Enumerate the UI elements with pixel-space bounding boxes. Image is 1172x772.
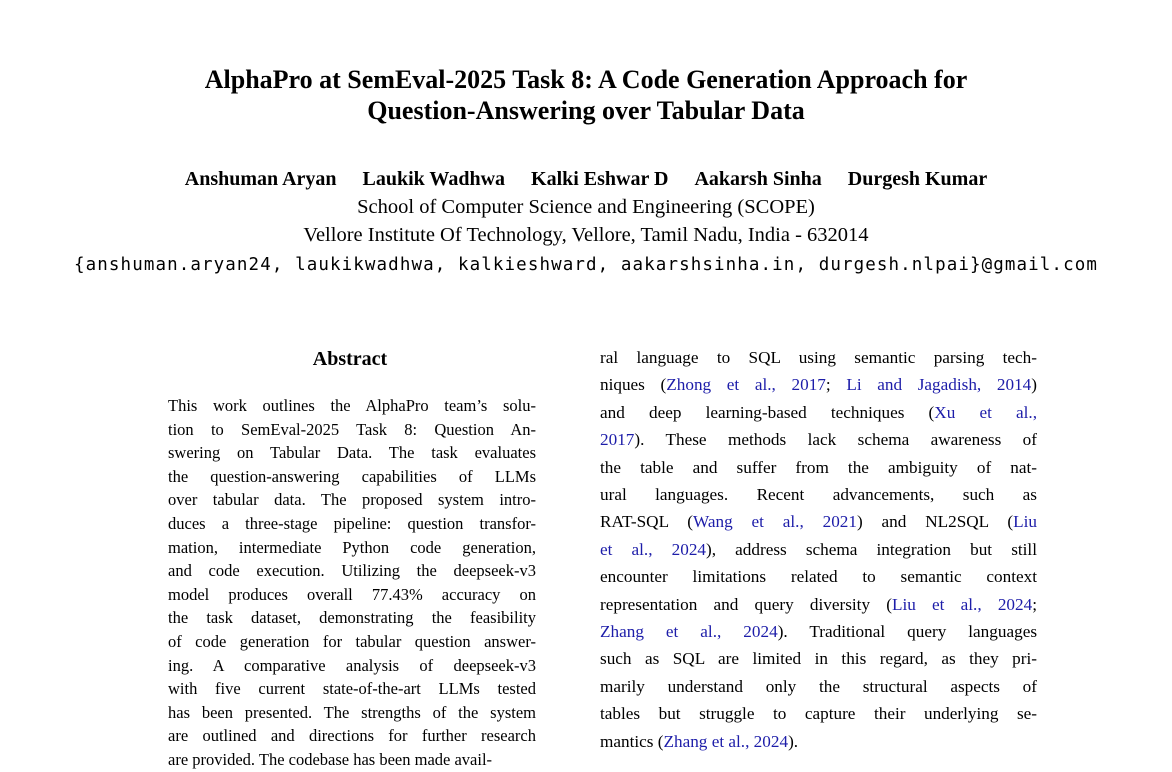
text-segment: ). [788,731,799,751]
abstract-line: the question-answering capabilities of LLMs [168,466,536,486]
citation-link[interactable]: et al., 2024 [600,539,707,559]
email-line: {anshuman.aryan24, laukikwadhwa, kalkieshward, aakarshsinha.in, durgesh.nlpai}@gmail.com [74,255,1098,275]
paper-title-line1: AlphaPro at SemEval-2025 Task 8: A Code Generation Approach for [204,65,968,94]
text-line [600,344,1037,371]
text-line [600,728,1037,755]
text-segment: and deep learning-based techniques ( [600,402,935,422]
citation-link[interactable]: Zhang et al., 2024 [663,731,789,751]
citation-link[interactable]: Liu [1013,512,1037,532]
abstract-line: over tabular data. The proposed system intro- [168,490,536,510]
paper-title-line2: Question-Answering over Tabular Data [367,96,805,125]
citation-link[interactable]: 2017 [600,430,635,450]
abstract-line: of code generation for tabular question answer- [168,631,536,651]
text-line [600,454,1037,481]
author-name: Durgesh Kumar [847,168,988,190]
abstract-line: ing. A comparative analysis of deepseek-v3 [168,655,536,675]
text-segment: ) [1031,375,1037,395]
abstract-line: with five current state-of-the-art LLMs tested [168,679,536,699]
affiliation-department: School of Computer Science and Engineering (SCOPE) [357,196,815,218]
abstract-line: mation, intermediate Python code generation, [168,537,536,557]
text-line [600,700,1037,727]
abstract-line: are outlined and directions for further research [168,726,536,746]
text-segment: ), address schema integration but still [706,539,1037,559]
text-line [600,508,1037,535]
abstract-line: are provided. The codebase has been made avail- [168,749,493,769]
citation-link[interactable]: Zhang et al., 2024 [600,622,778,642]
abstract-line: duces a three-stage pipeline: question transfor- [168,513,536,533]
text-line [600,426,1037,453]
abstract-heading: Abstract [312,348,388,370]
text-line [600,645,1037,672]
abstract-line: swering on Tabular Data. The task evaluates [168,443,536,463]
abstract-line: and code execution. Utilizing the deepseek-v3 [168,561,536,581]
text-segment: marily understand only the structural aspects of [600,676,1037,696]
text-line [600,481,1037,508]
text-segment: encounter limitations related to semantic context [600,567,1037,587]
abstract-line: the task dataset, demonstrating the feasibility [168,608,536,628]
citation-link[interactable]: Liu et al., 2024 [891,594,1033,614]
text-line [600,563,1037,590]
paper-title [0,64,1172,126]
author-list [0,167,1172,191]
text-segment: tables but struggle to capture their underlying se- [600,704,1037,724]
text-line [600,591,1037,618]
citation-link[interactable]: Li and Jagadish, 2014 [846,375,1032,395]
introduction-text-column [600,344,1037,755]
text-line [600,399,1037,426]
text-segment: representation and query diversity ( [600,594,892,614]
text-segment: mantics ( [600,731,664,751]
citation-link[interactable]: Xu et al., [934,402,1037,422]
abstract-line: tion to SemEval-2025 Task 8: Question An- [168,419,536,439]
text-segment: RAT-SQL ( [600,512,694,532]
text-segment: ). These methods lack schema awareness of [634,430,1037,450]
text-segment: ; [825,375,847,395]
text-line [600,371,1037,398]
text-segment: ural languages. Recent advancements, such as [600,485,1037,505]
author-name: Kalki Eshwar D [531,168,669,190]
text-segment: niques ( [600,375,667,395]
text-line [600,618,1037,645]
citation-link[interactable]: Wang et al., 2021 [693,512,857,532]
text-line [600,536,1037,563]
abstract-line: has been presented. The strengths of the system [168,702,536,722]
author-name: Anshuman Aryan [184,168,337,190]
text-segment: such as SQL are limited in this regard, as they pri- [600,649,1037,669]
abstract-line: model produces overall 77.43% accuracy on [168,584,536,604]
text-segment: ). Traditional query languages [777,622,1038,642]
abstract-line: This work outlines the AlphaPro team’s solu- [168,396,536,415]
text-segment: ral language to SQL using semantic parsing tech- [600,348,1037,367]
text-segment: ; [1032,594,1037,614]
affiliation-institution: Vellore Institute Of Technology, Vellore, Tamil Nadu, India - 632014 [303,224,869,246]
text-line [600,673,1037,700]
abstract-body [168,394,536,772]
author-name: Aakarsh Sinha [694,168,822,190]
text-segment: ) and NL2SQL ( [856,512,1014,532]
author-name: Laukik Wadhwa [362,168,506,190]
text-segment: the table and suffer from the ambiguity of nat- [600,457,1037,477]
citation-link[interactable]: Zhong et al., 2017 [666,375,826,395]
